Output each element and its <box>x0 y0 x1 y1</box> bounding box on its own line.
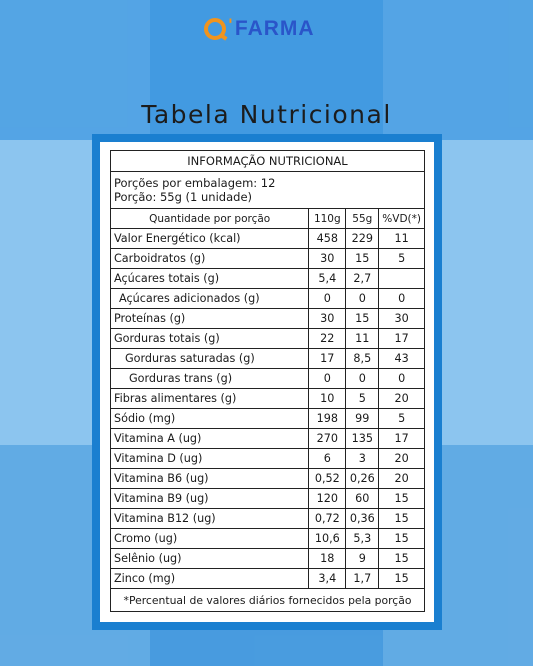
value-vd: 15 <box>379 569 425 589</box>
footnote-row <box>111 589 425 612</box>
value-110g: 30 <box>309 249 346 269</box>
value-55g: 5 <box>346 389 379 409</box>
header-55g: 55g <box>346 209 379 229</box>
nutrient-label: Vitamina B9 (ug) <box>111 489 309 509</box>
table-row <box>111 309 425 329</box>
value-110g: 120 <box>309 489 346 509</box>
table-row <box>111 349 425 369</box>
value-110g: 30 <box>309 309 346 329</box>
value-vd: 17 <box>379 329 425 349</box>
portion-info-row <box>111 172 425 209</box>
table-row <box>111 269 425 289</box>
value-55g: 60 <box>346 489 379 509</box>
value-110g: 458 <box>309 229 346 249</box>
value-vd: 15 <box>379 509 425 529</box>
portion-info <box>111 172 425 209</box>
nutrient-label: Valor Energético (kcal) <box>111 229 309 249</box>
value-vd: 11 <box>379 229 425 249</box>
value-vd: 15 <box>379 529 425 549</box>
table-row <box>111 489 425 509</box>
table-row <box>111 529 425 549</box>
value-55g: 15 <box>346 309 379 329</box>
value-vd: 0 <box>379 289 425 309</box>
value-55g: 1,7 <box>346 569 379 589</box>
value-55g: 3 <box>346 449 379 469</box>
table-row <box>111 289 425 309</box>
nutrient-label: Vitamina A (ug) <box>111 429 309 449</box>
table-row <box>111 569 425 589</box>
table-row <box>111 389 425 409</box>
table-row <box>111 369 425 389</box>
nutrient-label: Açúcares totais (g) <box>111 269 309 289</box>
value-55g: 11 <box>346 329 379 349</box>
nutrient-label: Proteínas (g) <box>111 309 309 329</box>
table-row <box>111 549 425 569</box>
nutrient-label: Gorduras totais (g) <box>111 329 309 349</box>
value-110g: 10 <box>309 389 346 409</box>
value-vd: 30 <box>379 309 425 329</box>
value-110g: 10,6 <box>309 529 346 549</box>
value-110g: 5,4 <box>309 269 346 289</box>
q-logo-icon <box>204 18 226 40</box>
table-title-row <box>111 151 425 172</box>
header-110g: 110g <box>309 209 346 229</box>
value-55g: 2,7 <box>346 269 379 289</box>
value-vd <box>379 269 425 289</box>
brand-name: FARMA <box>234 17 315 40</box>
portion-size: Porção: 55g (1 unidade) <box>114 190 252 204</box>
value-vd: 20 <box>379 469 425 489</box>
value-vd: 20 <box>379 449 425 469</box>
nutrient-label: Açúcares adicionados (g) <box>111 289 309 309</box>
footnote: *Percentual de valores diários fornecidos pela porção <box>111 589 425 612</box>
nutrient-label: Vitamina D (ug) <box>111 449 309 469</box>
value-55g: 15 <box>346 249 379 269</box>
value-110g: 18 <box>309 549 346 569</box>
table-row <box>111 449 425 469</box>
brand-logo <box>204 14 315 44</box>
value-55g: 8,5 <box>346 349 379 369</box>
value-55g: 0 <box>346 369 379 389</box>
nutrient-label: Gorduras trans (g) <box>111 369 309 389</box>
header-quantity: Quantidade por porção <box>111 209 309 229</box>
table-row <box>111 249 425 269</box>
value-110g: 3,4 <box>309 569 346 589</box>
value-vd: 15 <box>379 489 425 509</box>
nutrient-label: Cromo (ug) <box>111 529 309 549</box>
value-110g: 17 <box>309 349 346 369</box>
nutrient-label: Selênio (ug) <box>111 549 309 569</box>
value-vd: 15 <box>379 549 425 569</box>
column-header-row <box>111 209 425 229</box>
value-vd: 0 <box>379 369 425 389</box>
value-vd: 43 <box>379 349 425 369</box>
value-55g: 0,36 <box>346 509 379 529</box>
table-row <box>111 329 425 349</box>
value-vd: 5 <box>379 409 425 429</box>
nutrient-label: Sódio (mg) <box>111 409 309 429</box>
table-title: INFORMAÇÃO NUTRICIONAL <box>111 151 425 172</box>
nutrient-label: Vitamina B12 (ug) <box>111 509 309 529</box>
table-row <box>111 229 425 249</box>
logo-apostrophe: ' <box>228 14 233 34</box>
nutrition-card <box>100 142 434 622</box>
value-55g: 9 <box>346 549 379 569</box>
table-row <box>111 429 425 449</box>
value-55g: 99 <box>346 409 379 429</box>
value-vd: 20 <box>379 389 425 409</box>
table-row <box>111 509 425 529</box>
value-55g: 0,26 <box>346 469 379 489</box>
value-55g: 5,3 <box>346 529 379 549</box>
table-row <box>111 409 425 429</box>
nutrition-table <box>110 150 425 612</box>
value-110g: 0 <box>309 369 346 389</box>
value-vd: 5 <box>379 249 425 269</box>
nutrient-label: Gorduras saturadas (g) <box>111 349 309 369</box>
value-110g: 22 <box>309 329 346 349</box>
nutrition-frame <box>92 134 442 630</box>
page-title: Tabela Nutricional <box>141 100 392 129</box>
nutrient-label: Carboidratos (g) <box>111 249 309 269</box>
value-vd: 17 <box>379 429 425 449</box>
value-110g: 0,52 <box>309 469 346 489</box>
nutrient-label: Fibras alimentares (g) <box>111 389 309 409</box>
nutrient-label: Vitamina B6 (ug) <box>111 469 309 489</box>
table-row <box>111 469 425 489</box>
value-110g: 0 <box>309 289 346 309</box>
value-55g: 229 <box>346 229 379 249</box>
value-110g: 270 <box>309 429 346 449</box>
value-110g: 198 <box>309 409 346 429</box>
nutrient-label: Zinco (mg) <box>111 569 309 589</box>
header-vd: %VD(*) <box>379 209 425 229</box>
portions-per-package: Porções por embalagem: 12 <box>114 176 276 190</box>
value-55g: 135 <box>346 429 379 449</box>
value-110g: 6 <box>309 449 346 469</box>
value-110g: 0,72 <box>309 509 346 529</box>
value-55g: 0 <box>346 289 379 309</box>
